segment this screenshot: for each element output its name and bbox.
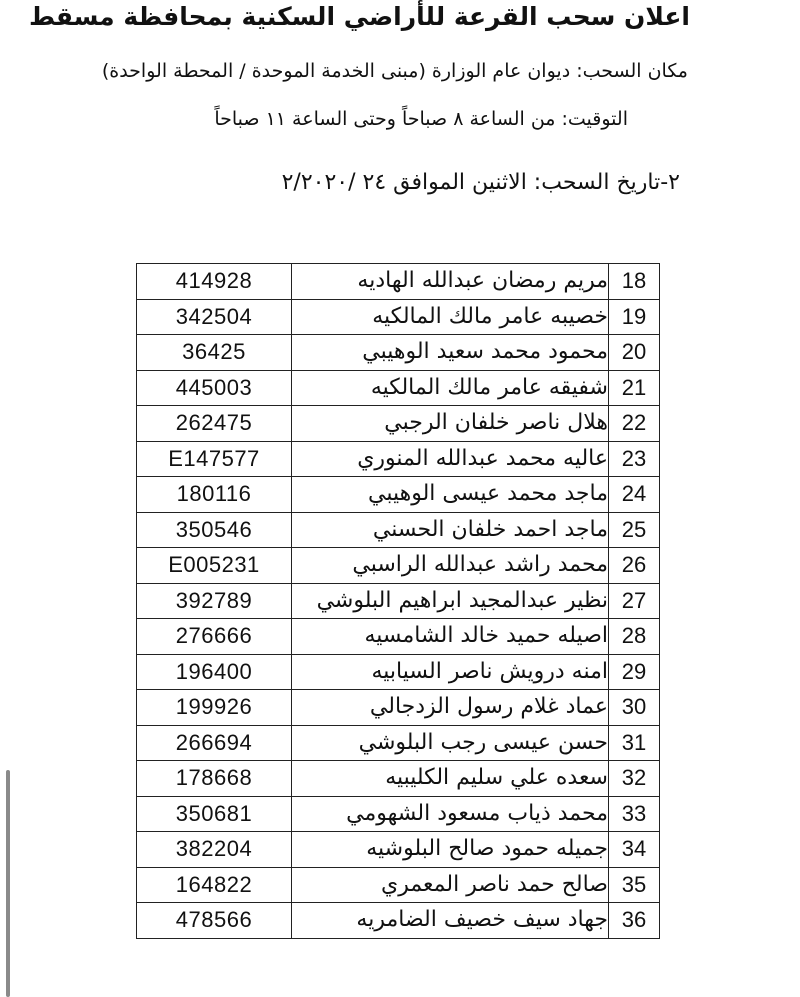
table-row [137,903,660,939]
civil-id-cell: 478566 [137,903,292,939]
row-number-cell: 18 [609,264,660,300]
table-row [137,654,660,690]
table-row [137,867,660,903]
row-number-cell: 20 [609,335,660,371]
row-number-cell: 26 [609,548,660,584]
civil-id-cell: 276666 [137,619,292,655]
table-row [137,512,660,548]
civil-id-cell: 180116 [137,477,292,513]
row-number-cell: 24 [609,477,660,513]
draw-timing: التوقيت: من الساعة ٨ صباحاً وحتى الساعة ١١ صباحاً [214,108,628,130]
civil-id-cell: 36425 [137,335,292,371]
announcement-title: اعلان سحب القرعة للأراضي السكنية بمحافظة مسقط [28,2,690,31]
name-cell: ماجد احمد خلفان الحسني [292,512,609,548]
winners-table-body [137,264,660,939]
table-row [137,725,660,761]
table-row [137,441,660,477]
name-cell: نظير عبدالمجيد ابراهيم البلوشي [292,583,609,619]
civil-id-cell: 178668 [137,761,292,797]
table-row [137,335,660,371]
name-cell: ماجد محمد عيسى الوهيبي [292,477,609,513]
civil-id-cell: 350546 [137,512,292,548]
name-cell: اصيله حميد خالد الشامسيه [292,619,609,655]
name-cell: سعده علي سليم الكليبيه [292,761,609,797]
name-cell: امنه درويش ناصر السيابيه [292,654,609,690]
row-number-cell: 28 [609,619,660,655]
row-number-cell: 29 [609,654,660,690]
name-cell: مريم رمضان عبدالله الهاديه [292,264,609,300]
name-cell: حسن عيسى رجب البلوشي [292,725,609,761]
row-number-cell: 36 [609,903,660,939]
row-number-cell: 22 [609,406,660,442]
vertical-scrollbar[interactable] [6,770,10,997]
civil-id-cell: 262475 [137,406,292,442]
table-row [137,370,660,406]
draw-location: مكان السحب: ديوان عام الوزارة (مبنى الخدمة الموحدة / المحطة الواحدة) [101,60,688,82]
row-number-cell: 30 [609,690,660,726]
row-number-cell: 32 [609,761,660,797]
row-number-cell: 35 [609,867,660,903]
civil-id-cell: 392789 [137,583,292,619]
civil-id-cell: E005231 [137,548,292,584]
civil-id-cell: 350681 [137,796,292,832]
row-number-cell: 23 [609,441,660,477]
name-cell: شفيقه عامر مالك المالكيه [292,370,609,406]
civil-id-cell: 196400 [137,654,292,690]
table-row [137,406,660,442]
table-row [137,690,660,726]
name-cell: عماد غلام رسول الزدجالي [292,690,609,726]
row-number-cell: 25 [609,512,660,548]
civil-id-cell: 342504 [137,299,292,335]
table-row [137,832,660,868]
table-row [137,477,660,513]
table-row [137,796,660,832]
name-cell: جميله حمود صالح البلوشيه [292,832,609,868]
civil-id-cell: 164822 [137,867,292,903]
table-row [137,761,660,797]
civil-id-cell: 266694 [137,725,292,761]
name-cell: محمد ذياب مسعود الشهومي [292,796,609,832]
table-row [137,299,660,335]
table-row [137,583,660,619]
name-cell: جهاد سيف خصيف الضامريه [292,903,609,939]
name-cell: خصيبه عامر مالك المالكيه [292,299,609,335]
row-number-cell: 33 [609,796,660,832]
row-number-cell: 21 [609,370,660,406]
winners-table [136,263,660,939]
name-cell: محمود محمد سعيد الوهيبي [292,335,609,371]
draw-date: ٢-تاريخ السحب: الاثنين الموافق ٢٤ /٢/٢٠٢٠ [281,170,680,195]
row-number-cell: 27 [609,583,660,619]
civil-id-cell: 445003 [137,370,292,406]
row-number-cell: 19 [609,299,660,335]
name-cell: صالح حمد ناصر المعمري [292,867,609,903]
row-number-cell: 31 [609,725,660,761]
table-row [137,264,660,300]
table-row [137,619,660,655]
name-cell: هلال ناصر خلفان الرجبي [292,406,609,442]
row-number-cell: 34 [609,832,660,868]
civil-id-cell: 382204 [137,832,292,868]
civil-id-cell: E147577 [137,441,292,477]
civil-id-cell: 199926 [137,690,292,726]
table-row [137,548,660,584]
civil-id-cell: 414928 [137,264,292,300]
name-cell: عاليه محمد عبدالله المنوري [292,441,609,477]
name-cell: محمد راشد عبدالله الراسبي [292,548,609,584]
